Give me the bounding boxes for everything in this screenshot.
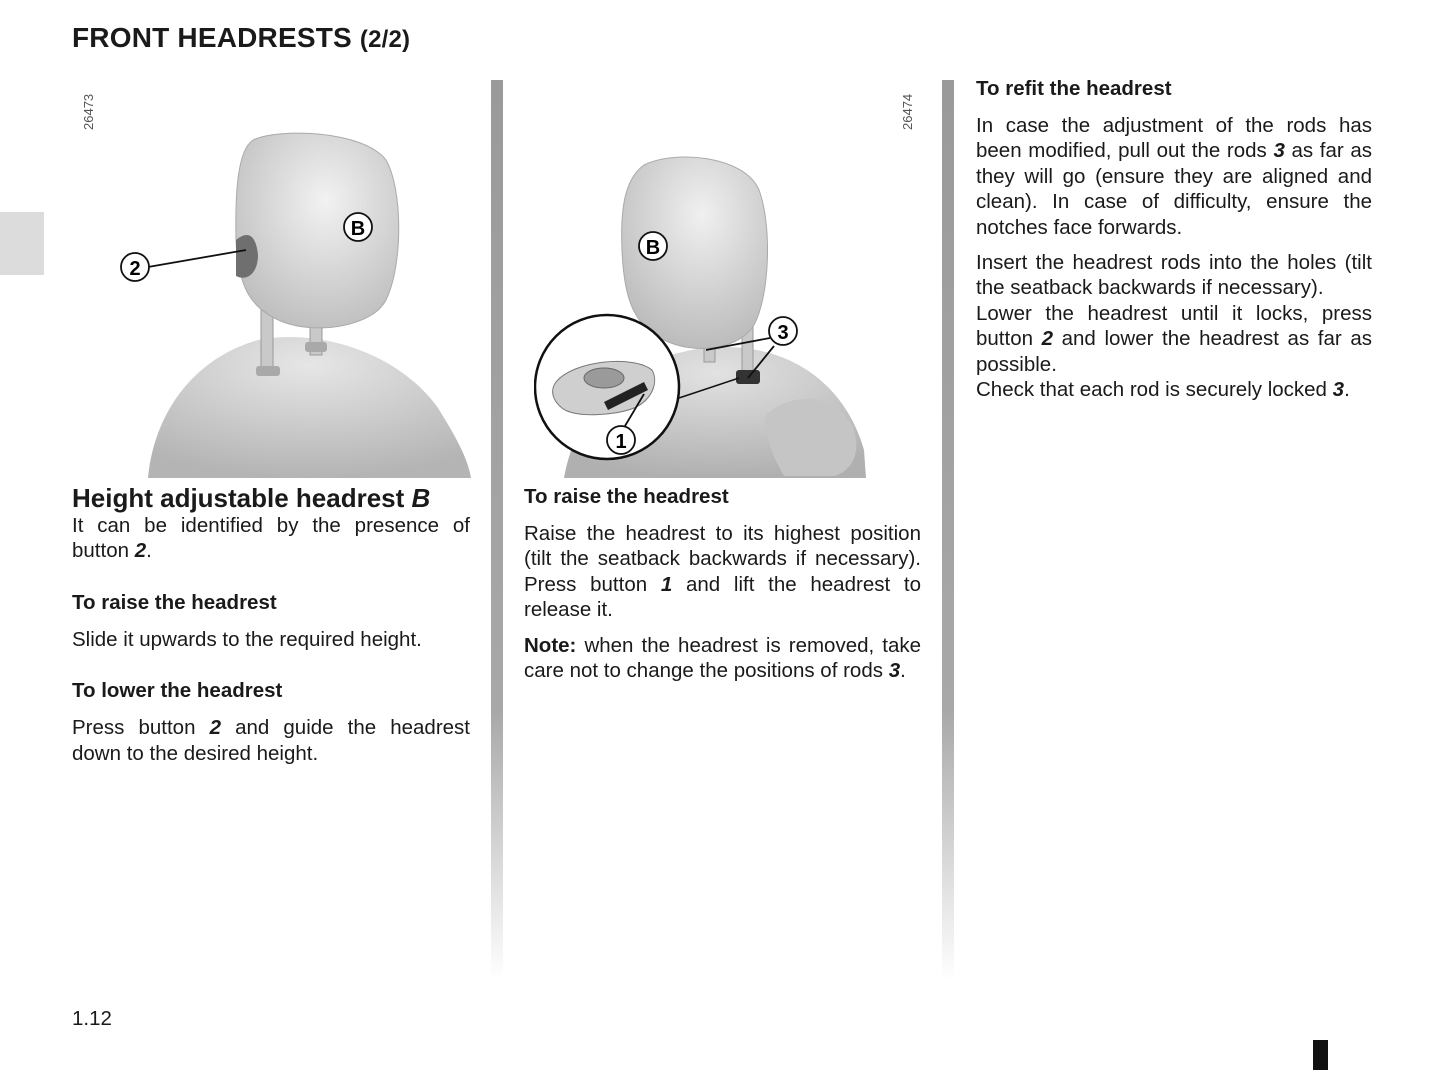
callout-line-2	[148, 250, 246, 267]
page-number: 1.12	[72, 1007, 112, 1030]
seatback-shape	[148, 337, 471, 478]
ref-rods-3: 3	[1273, 139, 1285, 163]
lower-text-end: and lower the headrest as far as possible.	[976, 327, 1372, 376]
refit-paragraph-2	[976, 250, 1372, 402]
callout-3-label: 3	[777, 322, 789, 344]
column-divider-left	[491, 80, 503, 980]
heading-text: Height adjustable headrest	[72, 483, 412, 513]
detail-button	[584, 368, 624, 388]
page-title	[72, 22, 410, 54]
column-divider-right	[942, 80, 954, 980]
refit-paragraph-1	[976, 113, 1372, 240]
callout-1-label: 1	[615, 431, 627, 453]
intro-end: .	[146, 539, 152, 563]
check-text: Check that each rod is securely locked	[976, 378, 1333, 402]
rod-guide	[305, 342, 327, 352]
callout-b-label: B	[645, 237, 661, 259]
figure-code-2: 26474	[900, 93, 915, 130]
note-paragraph	[524, 633, 921, 684]
lower-heading: To lower the headrest	[72, 679, 283, 703]
section-end-mark	[1313, 1040, 1328, 1070]
ref-rods-3: 3	[888, 659, 901, 683]
headrest-cushion	[236, 133, 399, 328]
ref-button-2: 2	[209, 716, 221, 740]
lower-text: Lower the headrest until it locks, press button	[976, 301, 1372, 351]
column-2	[524, 484, 921, 683]
raise-heading: To raise the headrest	[524, 485, 729, 508]
section-tab	[0, 212, 44, 275]
headrest-illustration-2	[534, 150, 869, 478]
raise-text: Raise the headrest to its highest position (tilt the seatback backwards if necessary). Press button	[524, 522, 921, 596]
rod-guide	[256, 366, 280, 376]
note-text: when the headrest is removed, take care not to change the positions of rods	[524, 633, 921, 683]
raise-heading: To raise the headrest	[72, 590, 277, 614]
ref-rods-3: 3	[1332, 378, 1345, 402]
column-1	[72, 484, 470, 766]
callout-2-label: 2	[129, 258, 141, 280]
section-heading	[72, 484, 470, 513]
note-text-end: .	[900, 659, 906, 683]
raise-paragraph: Slide it upwards to the required height.	[72, 627, 422, 651]
refit-text: In case the adjustment of the rods has been modified, pull out the rods	[976, 114, 1372, 163]
figure-code-1: 26473	[81, 93, 96, 130]
lower-text-end: and guide the headrest down to the desired height.	[72, 716, 471, 765]
ref-button-2: 2	[134, 539, 147, 563]
lower-paragraph	[72, 715, 470, 766]
intro-text: It can be identified by the presence of button	[72, 514, 470, 563]
insert-text: Insert the headrest rods into the holes (tilt the seatback backwards if necessary).	[976, 251, 1372, 300]
ref-button-1: 1	[660, 572, 673, 596]
note-label: Note:	[524, 633, 577, 657]
refit-text-end: as far as they will go (ensure they are aligned and clean). In case of difficulty, ensure the notches face forwards.	[976, 139, 1372, 239]
column-3	[976, 76, 1372, 402]
check-text-end: .	[1344, 378, 1350, 402]
refit-heading: To refit the headrest	[976, 77, 1172, 100]
title-main: FRONT HEADRESTS	[72, 22, 352, 53]
title-part: (2/2)	[359, 26, 411, 53]
callout-b-label: B	[350, 218, 366, 240]
intro-paragraph	[72, 513, 470, 564]
ref-button-2: 2	[1041, 327, 1054, 351]
raise-paragraph	[524, 521, 921, 623]
heading-variant: B	[411, 483, 431, 513]
raise-text-end: and lift the headrest to release it.	[524, 572, 921, 622]
lower-text: Press button	[72, 716, 210, 740]
headrest-illustration-1	[98, 90, 473, 478]
